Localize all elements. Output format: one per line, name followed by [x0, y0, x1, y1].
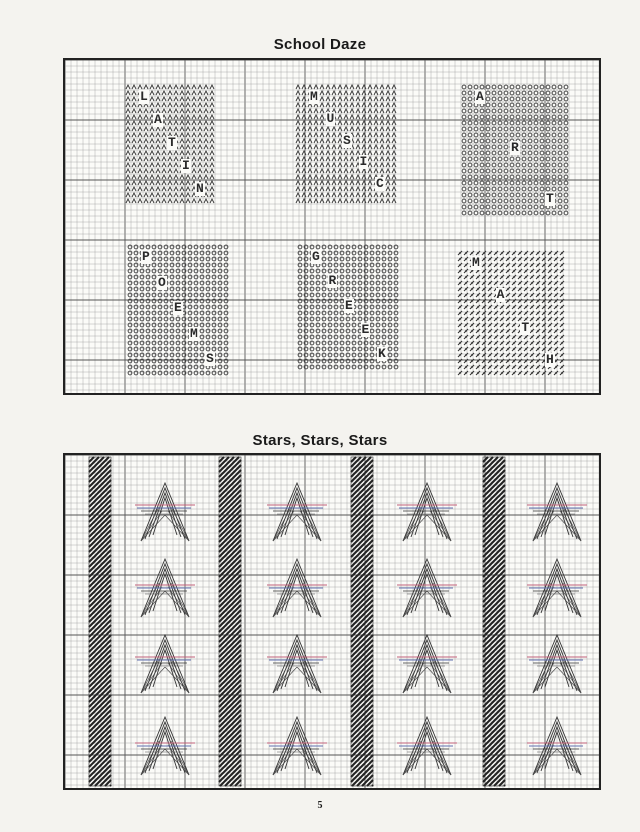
star-motif-r1-c1	[135, 483, 195, 541]
letter-poems-3: M	[190, 325, 198, 341]
letter-math-1: A	[496, 287, 505, 303]
letter-greek-2: E	[345, 297, 353, 313]
letter-art-2: T	[546, 191, 554, 206]
hatched-stripe-2	[219, 457, 241, 786]
section-title-stars: Stars, Stars, Stars	[252, 432, 388, 449]
letter-greek-3: E	[361, 321, 370, 337]
letter-music-0: M	[310, 89, 318, 104]
hatched-stripe-4	[483, 457, 505, 786]
star-motif-r1-c2	[267, 483, 327, 541]
letter-latin-2: T	[168, 135, 176, 150]
letter-music-3: I	[359, 154, 368, 170]
letter-music-2: S	[343, 132, 351, 148]
letter-latin-3: I	[182, 158, 190, 173]
letter-math-0: M	[472, 255, 480, 270]
star-motif-r3-c3	[397, 635, 457, 693]
star-motif-r4-c2	[267, 717, 327, 775]
school-daze-grid	[65, 60, 599, 393]
star-motif-r3-c2	[267, 635, 327, 693]
letter-poems-0: P	[142, 249, 150, 264]
letter-poems-1: O	[158, 274, 166, 290]
letter-art-0: A	[476, 89, 484, 104]
letter-latin-4: N	[196, 181, 204, 196]
letter-latin-0: L	[140, 89, 148, 104]
section-title-school-daze: School Daze	[273, 36, 367, 53]
hatched-stripe-3	[351, 457, 373, 786]
star-motif-r3-c1	[135, 635, 195, 693]
stars-grid	[65, 455, 599, 788]
letter-greek-4: K	[378, 346, 386, 361]
letter-music-1: U	[326, 110, 335, 126]
letter-art-1: R	[511, 140, 519, 155]
hatched-stripe-1	[89, 457, 111, 786]
school-daze-chart	[63, 58, 601, 395]
letter-greek-0: G	[312, 249, 320, 264]
star-motif-r2-c1	[135, 559, 195, 617]
star-motif-r4-c1	[135, 717, 195, 775]
star-motif-r2-c2	[267, 559, 327, 617]
letter-poems-4: S	[206, 351, 214, 366]
letter-math-3: H	[546, 352, 554, 367]
letter-poems-2: E	[174, 300, 182, 315]
letter-greek-1: R	[328, 273, 337, 289]
star-motif-r1-c3	[397, 483, 457, 541]
page-number: 5	[317, 800, 323, 811]
letter-latin-1: A	[154, 112, 162, 127]
star-motif-r4-c3	[397, 717, 457, 775]
letter-music-4: C	[376, 176, 384, 191]
stars-chart	[63, 453, 601, 790]
star-motif-r2-c3	[397, 559, 457, 617]
letter-math-2: T	[521, 319, 530, 335]
